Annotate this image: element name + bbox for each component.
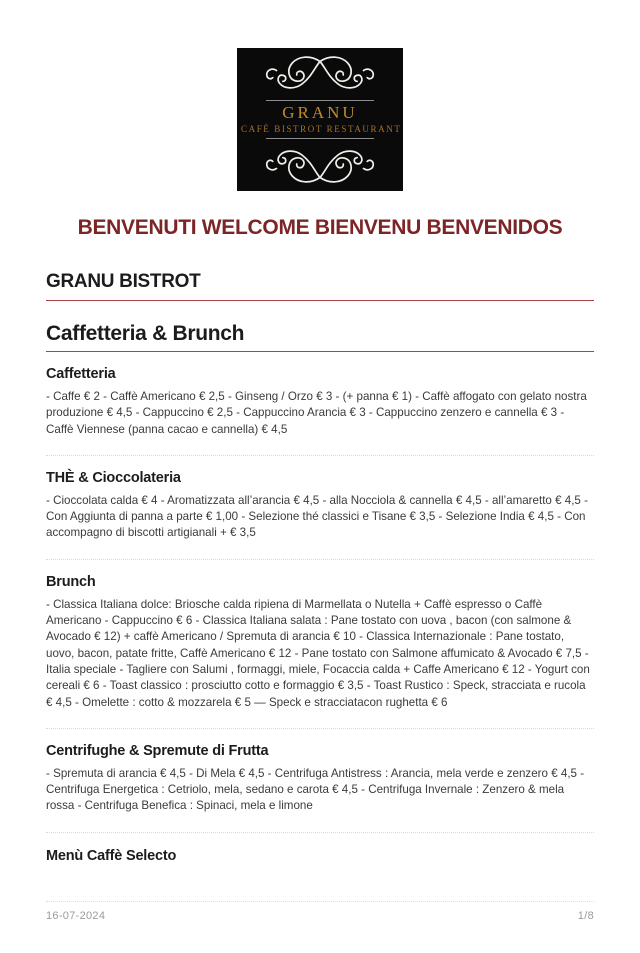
welcome-heading: BENVENUTI WELCOME BIENVENU BENVENIDOS: [77, 216, 563, 239]
page-subtitle: Caffetteria & Brunch: [46, 322, 594, 352]
section-caffetteria: [46, 352, 594, 455]
section-heading: Caffetteria: [46, 366, 116, 382]
restaurant-logo: [237, 48, 403, 191]
logo-tagline: CAFÉ BISTROT RESTAURANT: [241, 123, 402, 134]
section-heading: Brunch: [46, 573, 96, 590]
footer-page-number: 1/8: [577, 910, 594, 922]
flourish-bottom-icon: [245, 143, 395, 185]
page-footer: [46, 901, 594, 922]
logo-rule-bottom: [266, 138, 373, 139]
section-centrifughe: [46, 728, 594, 832]
section-brunch: [46, 559, 594, 728]
section-body: - Spremuta di arancia € 4,5 - Di Mela € 4,5 - Centrifuga Antistress : Arancia, mela verde e zenzero € 4,5 - Centrifuga Energetica : Cetriolo, mela, sedano e carota € 4,5 - Centrifuga Invernale : Zenzero & mela rossa - Centrifuga Benefica : Spinaci, mela e limone: [46, 766, 585, 813]
section-body: - Classica Italiana dolce: Briosche calda ripiena di Marmellata o Nutella + Caffè espresso o Caffè Americano - Cappuccino € 6 - Classica Italiana salata : Pane tostato con uova , bacon (con salmone & Avocado € 12) + caffè Americano / Spremuta di arancia € 10 - Classica Internazionale : Pane tostato, uovo, bacon, patate fritte, Caffè Americano € 12 - Pane tostato con Salmone affumicato & Avocado € 7,5 - Italia speciale - Tagliere con Salumi , formaggi, miele, Focaccia calda + Caffe Americano € 12 - Yogurt con cereali € 6 - Toast classico : prosciutto cotto e formaggio € 3,5 - Toast Rustico : Speck, stracciata e rucola € 4,5 - Omelette : cotto & mozzarela € 5 — Speck e stracciatacon rughetta € 6: [46, 597, 590, 709]
section-heading: THÈ & Cioccolateria: [46, 469, 181, 486]
logo-text-block: [241, 98, 402, 141]
section-heading: Menù Caffè Selecto: [46, 847, 177, 864]
logo-rule-top: [266, 100, 373, 101]
section-the-cioccolateria: [46, 455, 594, 559]
menu-content: [46, 271, 594, 880]
page-title: GRANU BISTROT: [46, 271, 594, 301]
menu-page: [0, 48, 640, 953]
flourish-top-icon: [245, 54, 395, 96]
section-heading: Centrifughe & Spremute di Frutta: [46, 742, 269, 759]
section-body: - Cioccolata calda € 4 - Aromatizzata all’arancia € 4,5 - alla Nocciola & cannella € 4,5 - all’amaretto € 4,5 - Con Aggiunta di panna a parte € 1,00 - Selezione thé classici e Tisane € 3,5 - Selezione India € 4,5 - Con accompagno di biscotti artigianali + € 3,5: [46, 493, 588, 540]
logo-name: GRANU: [282, 102, 358, 122]
section-body: - Caffe € 2 - Caffè Americano € 2,5 - Ginseng / Orzo € 3 - (+ panna € 1) - Caffè affogato con gelato nostra produzione € 4,5 - Cappuccino € 2,5 - Cappuccino Arancia € 3 - Cappuccino zenzero e cannella € 3 - Caffè Viennese (panna cacao e cannella) € 4,5: [46, 390, 587, 436]
section-menu-caffe-selecto: [46, 832, 594, 880]
footer-date: 16-07-2024: [46, 910, 106, 922]
